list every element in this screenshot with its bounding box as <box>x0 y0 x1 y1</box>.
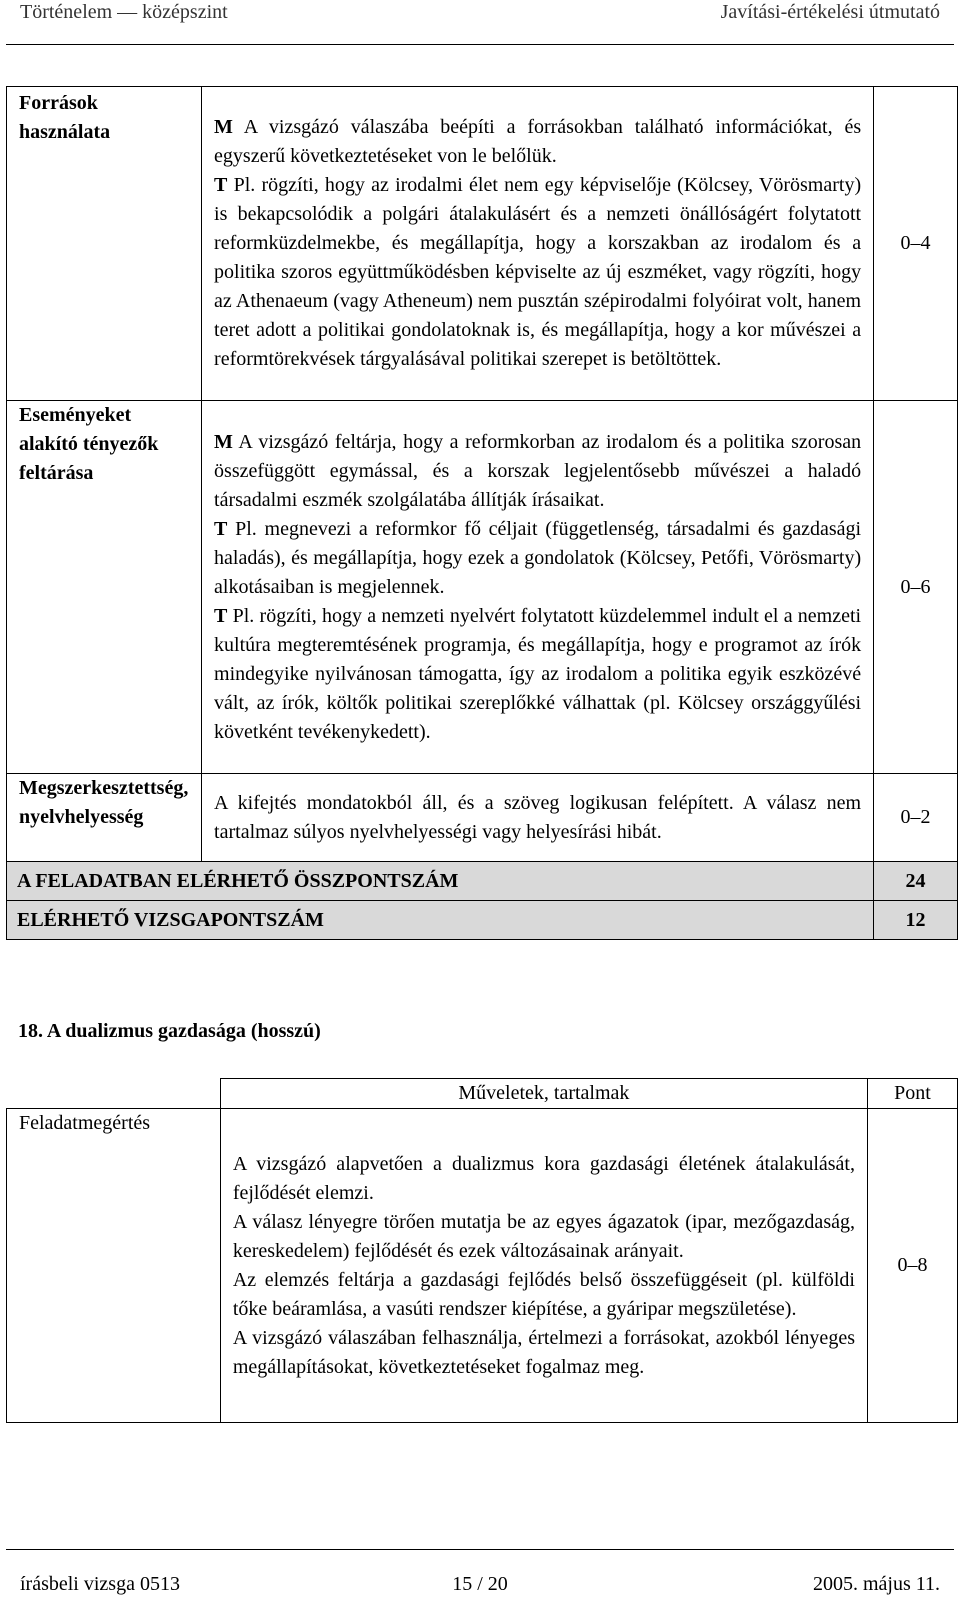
points-cell: 0–2 <box>874 774 958 862</box>
paragraph-lead: T <box>214 517 228 540</box>
table-row <box>7 1109 958 1423</box>
paragraph <box>214 428 861 515</box>
table-row <box>7 401 958 774</box>
empty-header-cell <box>7 1079 221 1109</box>
paragraph-lead: M <box>214 116 233 138</box>
column-header-operations: Műveletek, tartalmak <box>220 1079 867 1109</box>
criterion-cell: Megszerkesztettség, nyelvhelyesség <box>7 774 202 862</box>
paragraph-text: Pl. rögzíti, hogy az irodalmi élet nem egy képviselője (Kölcsey, Vörösmarty) is bekapcsolódik a polgári átalakulásért és a nemzeti önállóságért folytatott reformküzdelmekbe, és megállapítja, hogy a korszakban az irodalom és a politika szoros együttműködésben képviselte az új eszméket, vagy rögzíti, hogy az Athenaeum (vagy Atheneum) nem pusztán szépirodalmi folyóirat volt, hanem teret adott a politikai gondolatoknak is, és megállapítja, hogy a kor művészei a reformtörekvések tárgyalásával politikai szerepet is betöltöttek. <box>214 174 862 370</box>
table-row <box>7 87 958 401</box>
paragraph <box>214 515 861 602</box>
exam-points-label: ELÉRHETŐ VIZSGAPONTSZÁM <box>7 901 874 940</box>
paragraph: A vizsgázó alapvetően a dualizmus kora gazdasági életének átalakulását, fejlődését elemzi. <box>232 1152 855 1204</box>
paragraph: Az elemzés feltárja a gazdasági fejlődés belső összefüggéseit (pl. külföldi tőke beáramlása, a vasúti rendszer kiépítése, a gyáripar megszületése). <box>232 1268 855 1320</box>
exam-points-value: 12 <box>874 901 958 940</box>
criterion-cell: Források használata <box>7 87 202 401</box>
paragraph-text: A vizsgázó feltárja, hogy a reformkorban az irodalom és a politika szorosan összefüggött egymással, és a korszak legjelentősebb művészei a haladó társadalmi eszmék szolgálatába állítják írásaikat. <box>214 430 862 511</box>
paragraph-lead: T <box>214 174 228 196</box>
description-cell <box>202 87 874 401</box>
paragraph-text: Pl. rögzíti, hogy a nemzeti nyelvért folytatott küzdelemmel indult el a nemzeti kultúra megteremtésének programja, és megállapítja, hogy e programot az írók mindegyike nyilvánosan támogatta, így az irodalom a politika egyik eszközévé vált, az írók, költők politikai szereplőkké válhattak (pl. Kölcsey országgyűlési követként tevékenykedett). <box>214 604 862 743</box>
header-divider <box>6 44 954 45</box>
scoring-table-17 <box>6 86 958 940</box>
exam-points-row <box>7 901 958 940</box>
criterion-cell: Feladatmegértés <box>7 1109 221 1423</box>
footer-page-number: 15 / 20 <box>452 1573 508 1595</box>
points-cell: 0–6 <box>874 401 958 774</box>
description-cell <box>202 401 874 774</box>
table-row <box>7 774 958 862</box>
footer-exam-code: írásbeli vizsga 0513 <box>20 1573 180 1595</box>
paragraph-text: A vizsgázó válaszába beépíti a forrásokban található információkat, és egyszerű következtetéseket von le belőlük. <box>214 116 862 167</box>
paragraph: A vizsgázó válaszában felhasználja, értelmezi a forrásokat, azokból lényeges megállapításokat, következtetéseket fogalmaz meg. <box>232 1326 855 1378</box>
total-row <box>7 862 958 901</box>
header-subject: Történelem — középszint <box>20 1 228 23</box>
paragraph-lead: T <box>214 604 228 627</box>
paragraph-lead: M <box>214 430 233 453</box>
column-header-points: Pont <box>867 1079 957 1109</box>
points-cell: 0–8 <box>867 1109 957 1423</box>
paragraph <box>214 171 861 374</box>
scoring-table-18 <box>6 1078 958 1423</box>
table-header-row <box>7 1079 958 1109</box>
description-cell <box>220 1109 867 1423</box>
paragraph-text: A kifejtés mondatokból áll, és a szöveg logikusan felépített. A válasz nem tartalmaz súlyos nyelvhelyességi vagy helyesírási hibát. <box>214 791 862 843</box>
paragraph: A válasz lényegre törően mutatja be az egyes ágazatok (ipar, mezőgazdaság, kereskedelem) fejlődését és ezek változásainak arányait. <box>232 1210 855 1262</box>
page-header <box>20 0 940 24</box>
paragraph <box>214 789 861 847</box>
points-cell: 0–4 <box>874 87 958 401</box>
paragraph <box>214 113 861 171</box>
total-points: 24 <box>874 862 958 901</box>
paragraph <box>214 602 861 747</box>
description-cell <box>202 774 874 862</box>
total-label: A FELADATBAN ELÉRHETŐ ÖSSZPONTSZÁM <box>7 862 874 901</box>
paragraph-text: Pl. megnevezi a reformkor fő céljait (függetlenség, társadalmi és gazdasági haladás), és megállapítja, hogy ezek a gondolatok (Kölcsey, Petőfi, Vörösmarty) alkotásaiban is megjelennek. <box>214 517 862 598</box>
header-doc-type: Javítási-értékelési útmutató <box>720 1 940 23</box>
footer-divider <box>6 1549 954 1550</box>
footer-date: 2005. május 11. <box>812 1573 940 1595</box>
task-title: 18. A dualizmus gazdasága (hosszú) <box>18 1020 321 1042</box>
criterion-cell: Eseményeket alakító tényezők feltárása <box>7 401 202 774</box>
